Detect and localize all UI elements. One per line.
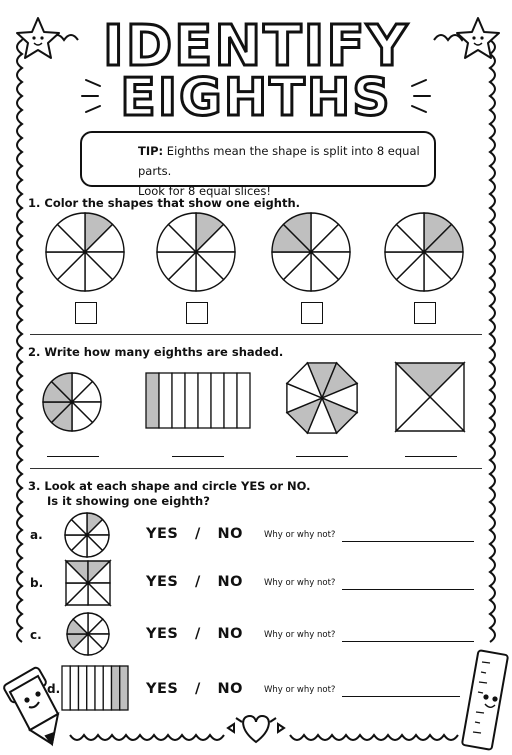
tip-label: TIP: bbox=[138, 144, 164, 158]
answer-box-3[interactable] bbox=[301, 302, 323, 324]
tip-line2: Look for 8 equal slices! bbox=[138, 184, 271, 198]
why-line-b[interactable] bbox=[342, 589, 474, 590]
answer-box-4[interactable] bbox=[414, 302, 436, 324]
yes-option[interactable]: YES bbox=[146, 681, 179, 697]
answer-line-4[interactable] bbox=[405, 456, 457, 457]
separator: / bbox=[195, 526, 201, 542]
question-3-line1: 3. Look at each shape and circle YES or NO. bbox=[28, 479, 311, 493]
bar-strip bbox=[211, 373, 224, 428]
fraction-square bbox=[66, 561, 110, 605]
bar-strip bbox=[112, 666, 120, 710]
yes-no-c[interactable] bbox=[146, 626, 243, 642]
yes-no-b[interactable] bbox=[146, 574, 243, 590]
bar-strip bbox=[146, 373, 159, 428]
separator: / bbox=[195, 574, 201, 590]
bar-strip bbox=[62, 666, 70, 710]
answer-line-1[interactable] bbox=[47, 456, 99, 457]
answer-box-2[interactable] bbox=[186, 302, 208, 324]
question-2: 2. Write how many eighths are shaded. bbox=[28, 345, 284, 359]
bar-strip bbox=[103, 666, 111, 710]
bar-strip bbox=[70, 666, 78, 710]
bar-strip bbox=[95, 666, 103, 710]
row-label-d: d. bbox=[47, 682, 61, 696]
no-option[interactable]: NO bbox=[217, 681, 243, 697]
no-option[interactable]: NO bbox=[217, 574, 243, 590]
bar-strip bbox=[87, 666, 95, 710]
yes-option[interactable]: YES bbox=[146, 574, 179, 590]
why-prompt-d: Why or why not? bbox=[264, 685, 336, 695]
bar-strip bbox=[224, 373, 237, 428]
yes-option[interactable]: YES bbox=[146, 626, 179, 642]
heart-icon bbox=[228, 716, 284, 742]
bar-strip bbox=[172, 373, 185, 428]
answer-box-1[interactable] bbox=[75, 302, 97, 324]
yes-option[interactable]: YES bbox=[146, 526, 179, 542]
fraction-circle bbox=[67, 613, 109, 655]
fraction-circle bbox=[157, 213, 235, 291]
ruler-icon bbox=[462, 650, 508, 750]
why-prompt-b: Why or why not? bbox=[264, 578, 336, 588]
bar-strip bbox=[237, 373, 250, 428]
bar-strip bbox=[120, 666, 128, 710]
yes-no-d[interactable] bbox=[146, 681, 243, 697]
fraction-bar bbox=[62, 666, 128, 710]
bar-strip bbox=[159, 373, 172, 428]
why-line-a[interactable] bbox=[342, 541, 474, 542]
page-title-line1: IDENTIFY bbox=[102, 14, 410, 79]
why-prompt-c: Why or why not? bbox=[264, 630, 336, 640]
no-option[interactable]: NO bbox=[217, 626, 243, 642]
fraction-circle bbox=[65, 513, 109, 557]
fraction-circle bbox=[385, 213, 463, 291]
answer-line-3[interactable] bbox=[296, 456, 348, 457]
question-1: 1. Color the shapes that show one eighth. bbox=[28, 196, 301, 210]
separator: / bbox=[195, 681, 201, 697]
bar-strip bbox=[79, 666, 87, 710]
fraction-octagon bbox=[287, 363, 357, 433]
row-label-a: a. bbox=[30, 528, 43, 542]
pencil-icon bbox=[3, 666, 61, 744]
why-line-c[interactable] bbox=[342, 641, 474, 642]
why-line-d[interactable] bbox=[342, 696, 460, 697]
tip-box bbox=[80, 131, 436, 198]
no-option[interactable]: NO bbox=[217, 526, 243, 542]
section-divider bbox=[30, 334, 482, 335]
row-label-b: b. bbox=[30, 576, 44, 590]
fraction-circle bbox=[46, 213, 124, 291]
row-label-c: c. bbox=[30, 628, 42, 642]
question-3-line2: Is it showing one eighth? bbox=[47, 494, 210, 508]
bar-strip bbox=[198, 373, 211, 428]
fraction-bar bbox=[146, 373, 250, 428]
separator: / bbox=[195, 626, 201, 642]
bar-strip bbox=[185, 373, 198, 428]
fraction-circle bbox=[272, 213, 350, 291]
section-divider bbox=[30, 468, 482, 469]
yes-no-a[interactable] bbox=[146, 526, 243, 542]
tip-text bbox=[138, 141, 434, 201]
why-prompt-a: Why or why not? bbox=[264, 530, 336, 540]
page-title-line2: EIGHTHS bbox=[120, 68, 392, 128]
fraction-circle bbox=[43, 373, 101, 431]
answer-line-2[interactable] bbox=[172, 456, 224, 457]
tip-line1: Eighths mean the shape is split into 8 equal parts. bbox=[138, 144, 420, 178]
